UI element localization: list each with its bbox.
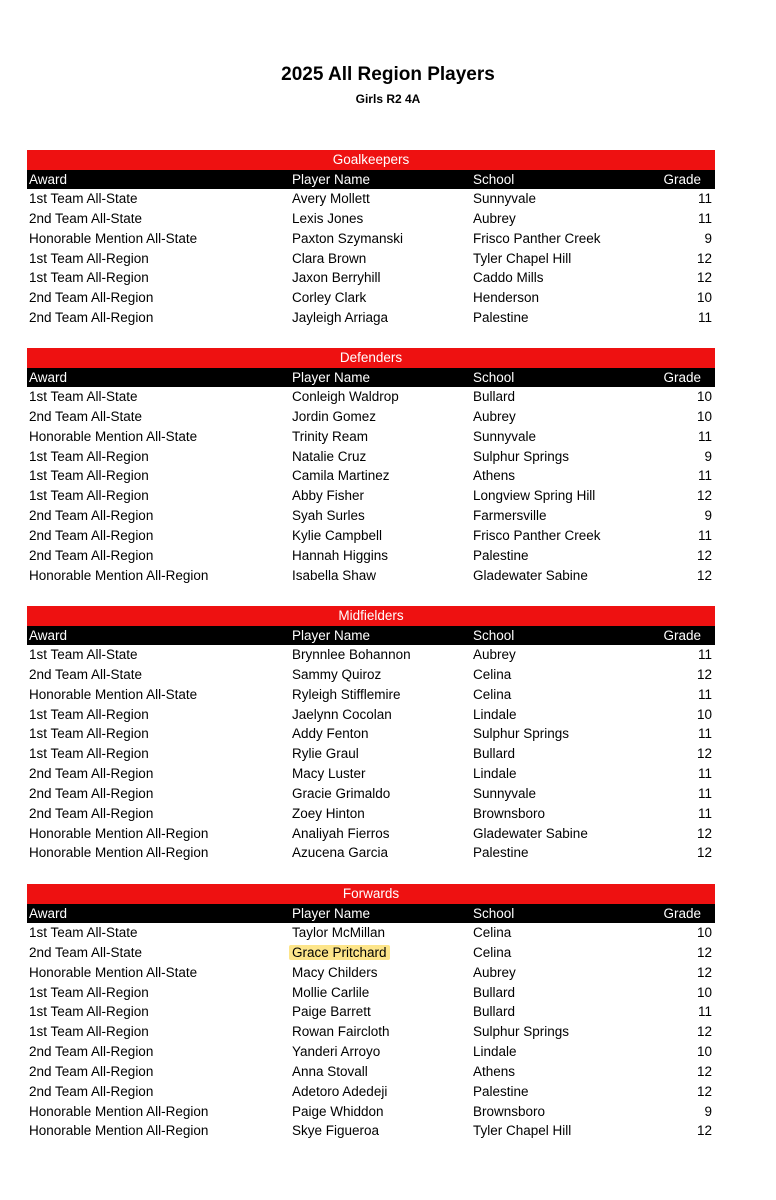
section-forwards xyxy=(27,884,715,1141)
column-header-grade: Grade xyxy=(663,906,701,921)
cell-award: 1st Team All-Region xyxy=(29,250,149,266)
cell-grade: 12 xyxy=(696,666,712,682)
column-header-award: Award xyxy=(29,172,68,187)
cell-player: Jaelynn Cocolan xyxy=(292,706,392,722)
cell-player: Taylor McMillan xyxy=(292,925,386,940)
cell-player: Skye Figueroa xyxy=(292,1123,380,1139)
cell-grade: 10 xyxy=(696,389,712,404)
cell-school: Aubrey xyxy=(473,964,516,980)
table-row xyxy=(27,1002,715,1022)
cell-player: Lexis Jones xyxy=(292,210,364,226)
cell-award: Honorable Mention All-Region xyxy=(29,567,209,583)
table-row xyxy=(27,268,715,288)
cell-grade: 11 xyxy=(697,210,712,226)
cell-grade: 9 xyxy=(704,230,712,246)
cell-player: Rylie Graul xyxy=(292,746,359,762)
cell-school: Gladewater Sabine xyxy=(473,825,588,841)
cell-grade: 12 xyxy=(696,845,712,861)
cell-award: 2nd Team All-Region xyxy=(29,290,154,306)
column-header-player: Player Name xyxy=(292,906,371,921)
cell-award: 2nd Team All-State xyxy=(29,944,143,960)
cell-player: Kylie Campbell xyxy=(292,527,383,543)
cell-school: Brownsboro xyxy=(473,1103,546,1119)
column-header-grade: Grade xyxy=(663,370,701,385)
cell-award: 2nd Team All-Region xyxy=(29,766,154,782)
cell-school: Palestine xyxy=(473,845,529,861)
table-row xyxy=(27,486,715,506)
column-header-player: Player Name xyxy=(292,370,371,385)
cell-player: Adetoro Adedeji xyxy=(292,1083,388,1099)
column-header-row xyxy=(27,368,715,387)
cell-grade: 10 xyxy=(696,984,712,1000)
cell-award: Honorable Mention All-State xyxy=(29,428,198,444)
cell-player: Azucena Garcia xyxy=(292,845,389,861)
cell-award: Honorable Mention All-State xyxy=(29,964,198,980)
table-row xyxy=(27,288,715,308)
cell-award: 2nd Team All-State xyxy=(29,408,143,424)
cell-grade: 11 xyxy=(697,191,712,206)
section-goalkeepers xyxy=(27,150,715,328)
cell-school: Celina xyxy=(473,666,512,682)
cell-school: Celina xyxy=(473,925,512,940)
cell-grade: 11 xyxy=(697,647,712,662)
cell-school: Aubrey xyxy=(473,408,516,424)
cell-award: 1st Team All-Region xyxy=(29,1004,149,1020)
cell-school: Lindale xyxy=(473,766,517,782)
cell-player: Isabella Shaw xyxy=(292,567,377,583)
cell-player: Macy Childers xyxy=(292,964,378,980)
cell-school: Bullard xyxy=(473,746,516,762)
cell-player: Jayleigh Arriaga xyxy=(292,310,389,326)
table-row xyxy=(27,983,715,1003)
table-row xyxy=(27,506,715,526)
cell-player: Rowan Faircloth xyxy=(292,1024,390,1040)
cell-award: 1st Team All-State xyxy=(29,389,138,404)
cell-award: 2nd Team All-Region xyxy=(29,785,154,801)
table-row xyxy=(27,229,715,249)
cell-school: Sunnyvale xyxy=(473,428,537,444)
cell-school: Tyler Chapel Hill xyxy=(473,1123,572,1139)
cell-grade: 9 xyxy=(704,448,712,464)
table-row xyxy=(27,1082,715,1102)
cell-player: Abby Fisher xyxy=(292,488,365,504)
cell-school: Sunnyvale xyxy=(473,191,537,206)
cell-award: 2nd Team All-Region xyxy=(29,508,154,524)
table-row xyxy=(27,566,715,586)
cell-school: Palestine xyxy=(473,1083,529,1099)
cell-award: 2nd Team All-Region xyxy=(29,1044,154,1060)
table-row xyxy=(27,249,715,269)
table-row xyxy=(27,784,715,804)
cell-grade: 12 xyxy=(696,1123,712,1139)
cell-grade: 12 xyxy=(696,964,712,980)
table-row xyxy=(27,685,715,705)
cell-player: Corley Clark xyxy=(292,290,367,306)
cell-award: 2nd Team All-Region xyxy=(29,1083,154,1099)
cell-grade: 12 xyxy=(696,488,712,504)
cell-grade: 10 xyxy=(696,290,712,306)
cell-player: Syah Surles xyxy=(292,508,365,524)
table-row xyxy=(27,387,715,407)
column-header-grade: Grade xyxy=(663,628,701,643)
table-row xyxy=(27,546,715,566)
column-header-grade: Grade xyxy=(663,172,701,187)
cell-player: Addy Fenton xyxy=(292,726,369,742)
cell-player: Conleigh Waldrop xyxy=(292,389,399,404)
cell-school: Aubrey xyxy=(473,210,516,226)
cell-school: Frisco Panther Creek xyxy=(473,230,601,246)
cell-school: Lindale xyxy=(473,1044,517,1060)
cell-school: Longview Spring Hill xyxy=(473,488,596,504)
cell-award: 1st Team All-Region xyxy=(29,270,149,286)
table-row xyxy=(27,764,715,784)
cell-player: Clara Brown xyxy=(292,250,367,266)
cell-grade: 11 xyxy=(697,1004,712,1020)
table-row xyxy=(27,407,715,427)
cell-player: Jaxon Berryhill xyxy=(292,270,381,286)
table-row xyxy=(27,724,715,744)
cell-award: 1st Team All-Region xyxy=(29,706,149,722)
cell-grade: 9 xyxy=(704,1103,712,1119)
cell-grade: 10 xyxy=(696,408,712,424)
cell-award: Honorable Mention All-State xyxy=(29,230,198,246)
cell-award: 2nd Team All-Region xyxy=(29,547,154,563)
cell-award: 2nd Team All-State xyxy=(29,210,143,226)
cell-award: Honorable Mention All-Region xyxy=(29,1103,209,1119)
cell-school: Farmersville xyxy=(473,508,547,524)
cell-player: Analiyah Fierros xyxy=(292,825,390,841)
cell-player: Paige Barrett xyxy=(292,1004,371,1020)
cell-player: Trinity Ream xyxy=(292,428,369,444)
cell-award: Honorable Mention All-State xyxy=(29,686,198,702)
cell-grade: 12 xyxy=(696,547,712,563)
column-header-school: School xyxy=(473,172,515,187)
cell-award: 1st Team All-State xyxy=(29,925,138,940)
page-subtitle: Girls R2 4A xyxy=(355,92,421,106)
cell-school: Athens xyxy=(473,1063,516,1079)
cell-award: Honorable Mention All-Region xyxy=(29,845,209,861)
cell-grade: 11 xyxy=(697,428,712,444)
table-row xyxy=(27,189,715,209)
cell-school: Henderson xyxy=(473,290,540,306)
column-header-school: School xyxy=(473,370,515,385)
cell-grade: 12 xyxy=(696,944,712,960)
table-row xyxy=(27,209,715,229)
cell-school: Aubrey xyxy=(473,647,516,662)
cell-school: Sulphur Springs xyxy=(473,448,570,464)
cell-grade: 11 xyxy=(697,527,712,543)
table-row xyxy=(27,705,715,725)
table-row xyxy=(27,1121,715,1141)
cell-player: Camila Martinez xyxy=(292,468,390,484)
table-row xyxy=(27,843,715,863)
cell-award: 1st Team All-Region xyxy=(29,488,149,504)
cell-player: Avery Mollett xyxy=(292,191,370,206)
cell-player: Ryleigh Stifflemire xyxy=(292,686,401,702)
table-row xyxy=(27,645,715,665)
cell-grade: 11 xyxy=(697,726,712,742)
cell-grade: 11 xyxy=(697,310,712,326)
column-header-player: Player Name xyxy=(292,628,371,643)
cell-player: Yanderi Arroyo xyxy=(292,1044,381,1060)
cell-school: Gladewater Sabine xyxy=(473,567,588,583)
table-row xyxy=(27,1102,715,1122)
table-row xyxy=(27,1022,715,1042)
cell-award: 1st Team All-Region xyxy=(29,448,149,464)
cell-player: Macy Luster xyxy=(292,766,366,782)
cell-grade: 10 xyxy=(696,925,712,940)
section-midfielders xyxy=(27,606,715,863)
cell-player: Anna Stovall xyxy=(292,1063,368,1079)
cell-award: 2nd Team All-Region xyxy=(29,310,154,326)
cell-award: 2nd Team All-Region xyxy=(29,805,154,821)
section-title: Forwards xyxy=(27,884,715,904)
column-header-award: Award xyxy=(29,370,68,385)
section-title: Midfielders xyxy=(27,606,715,626)
table-row xyxy=(27,308,715,328)
cell-grade: 12 xyxy=(696,1063,712,1079)
column-header-row xyxy=(27,904,715,923)
cell-school: Bullard xyxy=(473,1004,516,1020)
cell-grade: 12 xyxy=(696,746,712,762)
cell-award: 1st Team All-Region xyxy=(29,984,149,1000)
cell-grade: 11 xyxy=(697,766,712,782)
cell-grade: 12 xyxy=(696,1024,712,1040)
column-header-award: Award xyxy=(29,628,68,643)
cell-grade: 11 xyxy=(697,468,712,484)
column-header-school: School xyxy=(473,906,515,921)
page-title: 2025 All Region Players xyxy=(281,64,495,85)
cell-school: Athens xyxy=(473,468,516,484)
cell-school: Brownsboro xyxy=(473,805,546,821)
section-defenders xyxy=(27,348,715,585)
cell-award: 1st Team All-State xyxy=(29,191,138,206)
cell-grade: 11 xyxy=(697,785,712,801)
cell-grade: 11 xyxy=(697,686,712,702)
cell-school: Bullard xyxy=(473,984,516,1000)
table-row xyxy=(27,943,715,963)
cell-grade: 12 xyxy=(696,270,712,286)
cell-award: 1st Team All-Region xyxy=(29,746,149,762)
cell-player: Paxton Szymanski xyxy=(292,230,404,246)
column-header-award: Award xyxy=(29,906,68,921)
cell-player: Hannah Higgins xyxy=(292,547,389,563)
cell-award: 1st Team All-State xyxy=(29,647,138,662)
cell-player: Gracie Grimaldo xyxy=(292,785,391,801)
cell-award: Honorable Mention All-Region xyxy=(29,1123,209,1139)
cell-player: Mollie Carlile xyxy=(292,984,370,1000)
cell-award: 2nd Team All-Region xyxy=(29,1063,154,1079)
cell-player: Brynnlee Bohannon xyxy=(292,647,411,662)
cell-award: 1st Team All-Region xyxy=(29,468,149,484)
cell-award: Honorable Mention All-Region xyxy=(29,825,209,841)
cell-school: Bullard xyxy=(473,389,516,404)
cell-school: Celina xyxy=(473,686,512,702)
table-row xyxy=(27,804,715,824)
table-row xyxy=(27,824,715,844)
cell-school: Celina xyxy=(473,944,512,960)
cell-school: Lindale xyxy=(473,706,517,722)
cell-grade: 10 xyxy=(696,706,712,722)
cell-grade: 10 xyxy=(696,1044,712,1060)
cell-grade: 12 xyxy=(696,1083,712,1099)
cell-school: Caddo Mills xyxy=(473,270,544,286)
table-row xyxy=(27,963,715,983)
column-header-school: School xyxy=(473,628,515,643)
cell-school: Sulphur Springs xyxy=(473,1024,570,1040)
section-title: Defenders xyxy=(27,348,715,368)
section-title: Goalkeepers xyxy=(27,150,715,170)
cell-award: 2nd Team All-Region xyxy=(29,527,154,543)
table-row xyxy=(27,447,715,467)
cell-award: 2nd Team All-State xyxy=(29,666,143,682)
highlighted-player-name: Grace Pritchard xyxy=(289,945,390,960)
cell-player: Sammy Quiroz xyxy=(292,666,382,682)
cell-school: Sunnyvale xyxy=(473,785,537,801)
cell-player: Natalie Cruz xyxy=(292,448,367,464)
cell-school: Sulphur Springs xyxy=(473,726,570,742)
cell-award: 1st Team All-Region xyxy=(29,1024,149,1040)
cell-grade: 12 xyxy=(696,567,712,583)
cell-player xyxy=(292,943,390,963)
cell-school: Palestine xyxy=(473,310,529,326)
cell-award: 1st Team All-Region xyxy=(29,726,149,742)
table-row xyxy=(27,923,715,943)
table-row xyxy=(27,427,715,447)
cell-grade: 12 xyxy=(696,825,712,841)
cell-player: Paige Whiddon xyxy=(292,1103,384,1119)
column-header-player: Player Name xyxy=(292,172,371,187)
cell-school: Palestine xyxy=(473,547,529,563)
table-row xyxy=(27,744,715,764)
column-header-row xyxy=(27,626,715,645)
table-row xyxy=(27,1062,715,1082)
table-row xyxy=(27,1042,715,1062)
table-row xyxy=(27,526,715,546)
cell-grade: 12 xyxy=(696,250,712,266)
cell-grade: 9 xyxy=(704,508,712,524)
column-header-row xyxy=(27,170,715,189)
cell-school: Tyler Chapel Hill xyxy=(473,250,572,266)
cell-player: Zoey Hinton xyxy=(292,805,365,821)
cell-grade: 11 xyxy=(697,805,712,821)
cell-school: Frisco Panther Creek xyxy=(473,527,601,543)
cell-player: Jordin Gomez xyxy=(292,408,377,424)
table-row xyxy=(27,665,715,685)
table-row xyxy=(27,466,715,486)
